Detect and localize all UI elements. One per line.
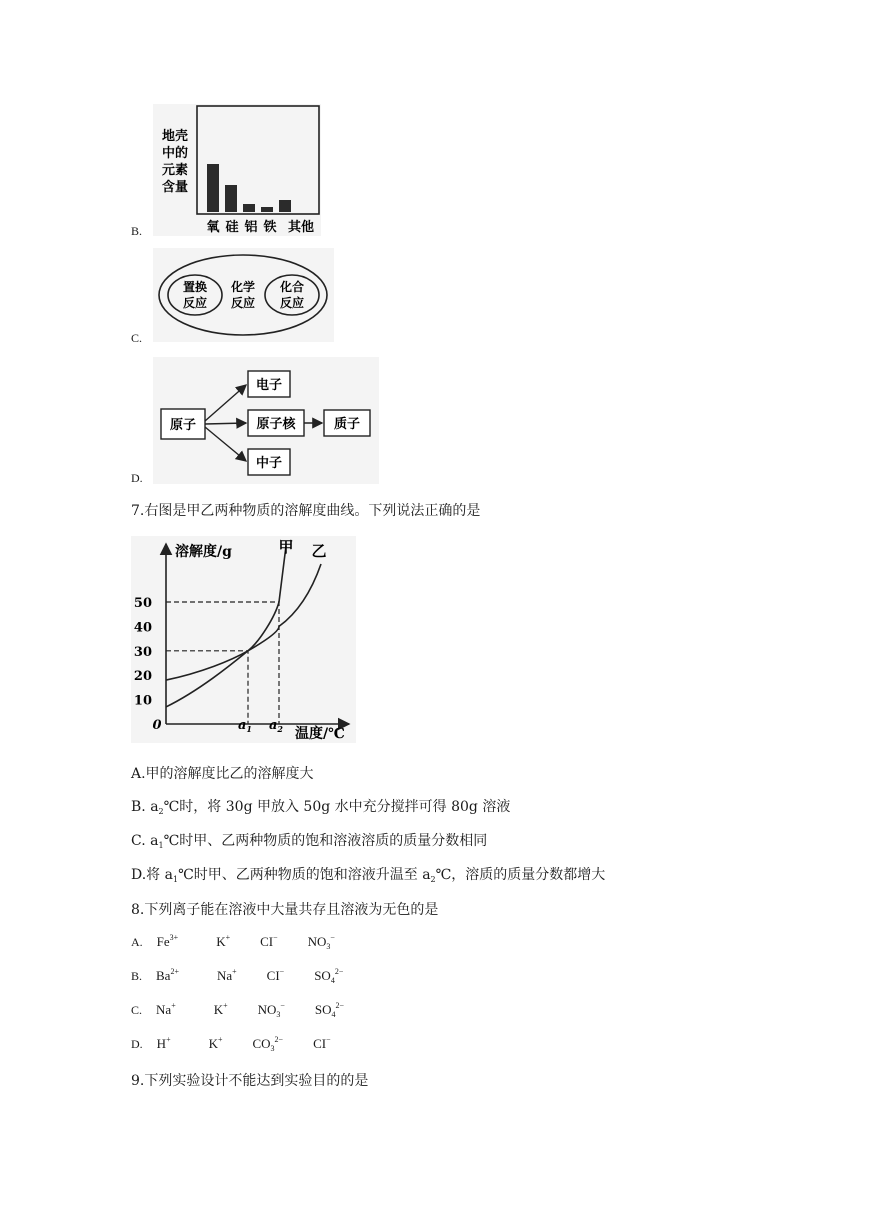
bar-category-label: 铝: [244, 220, 258, 235]
ion: SO42−: [314, 1001, 345, 1019]
ion: Ba2+: [156, 967, 179, 983]
option-c-label: C.: [131, 331, 143, 345]
q7-option-a: A.甲的溶解度比乙的溶解度大: [131, 766, 314, 782]
arrow-to-neutron: [205, 427, 246, 461]
y-tick-label: 40: [133, 620, 152, 636]
option-label: D.: [131, 1037, 143, 1051]
right-label-1: 化合: [279, 280, 305, 294]
y-tick-label: 30: [133, 644, 152, 660]
y-tick-label: 20: [133, 669, 152, 685]
outer-ellipse: [159, 255, 327, 335]
series-yi-label: 乙: [311, 542, 327, 560]
bar-4: [279, 200, 291, 212]
left-label-1: 置换: [182, 280, 208, 294]
atom-structure-diagram: [153, 357, 379, 484]
series-jia-label: 甲: [278, 538, 294, 556]
q7-option-b: B. $a_2℃$时，将 30g 甲放入 50g 水中充分搅拌可得 80g 溶液: [131, 799, 511, 816]
arrow-to-electron: [205, 385, 246, 421]
ion: Na+: [156, 1001, 176, 1017]
bar-ylabel-line: 中的: [161, 146, 189, 161]
arrow-to-nucleus: [205, 423, 246, 424]
bar-ylabel-line: 地壳: [161, 129, 189, 144]
origin-label: 0: [152, 718, 162, 733]
bar-3: [261, 207, 273, 212]
bar-0: [207, 164, 219, 212]
ion: Na+: [216, 967, 237, 983]
option-d-label: D.: [131, 471, 143, 485]
q7-option-d: D.将 $a_1℃$时甲、乙两种物质的饱和溶液升温至 $a_2℃$，溶质的质量分数都增大: [131, 867, 606, 884]
series-jia-curve: [166, 546, 286, 707]
bar-ylabel-line: 含量: [161, 180, 189, 195]
x-tick-label: $a_2$: [268, 718, 284, 734]
q8-option-c: [131, 1001, 344, 1019]
option-label: A.: [131, 935, 143, 949]
option-label: C.: [131, 1003, 143, 1017]
bar-category-label: 其他: [287, 220, 315, 235]
ion: SO42−: [314, 967, 344, 985]
guide-a1: [166, 651, 248, 724]
bar-category-label: 氧: [206, 220, 220, 235]
electron-label: 电子: [255, 378, 283, 393]
bar-category-label: 铁: [263, 220, 277, 235]
series-yi-curve: [166, 564, 321, 680]
q8-option-b: [131, 967, 343, 985]
ion: CI−: [313, 1035, 331, 1051]
bar-category-label: 硅: [225, 220, 239, 235]
q8-option-a: [131, 933, 335, 951]
right-label-2: 反应: [279, 296, 305, 310]
ion: H+: [156, 1035, 171, 1051]
left-label-2: 反应: [182, 296, 208, 310]
ion: NO3−: [257, 1001, 285, 1019]
q8-option-d: [131, 1035, 331, 1053]
ion: Fe3+: [156, 933, 179, 949]
outer-label-1: 化学: [230, 280, 256, 294]
neutron-label: 中子: [255, 456, 283, 471]
bar-1: [225, 185, 237, 212]
element-abundance-bar-chart: [153, 104, 321, 236]
ion: K+: [216, 933, 231, 949]
proton-label: 质子: [333, 417, 361, 432]
option-b-label: B.: [131, 224, 143, 238]
ion: CI−: [260, 933, 278, 949]
outer-label-2: 反应: [230, 296, 256, 310]
y-tick-label: 50: [133, 596, 152, 611]
reaction-set-diagram: [153, 248, 334, 342]
ion: CO32−: [252, 1035, 284, 1053]
q7-stem: 7.右图是甲乙两种物质的溶解度曲线。下列说法正确的是: [131, 503, 481, 519]
bar-ylabel-line: 元素: [161, 163, 189, 178]
q8-stem: 8.下列离子能在溶液中大量共存且溶液为无色的是: [131, 902, 439, 918]
nucleus-label: 原子核: [256, 417, 296, 432]
solubility-curve-chart: [131, 536, 356, 743]
bar-2: [243, 204, 255, 212]
ion: K+: [208, 1035, 223, 1051]
y-axis-label: 溶解度/g: [175, 544, 232, 560]
atom-label: 原子: [169, 418, 197, 433]
q9-stem: 9.下列实验设计不能达到实验目的的是: [131, 1073, 369, 1089]
ion: K+: [213, 1001, 228, 1017]
q7-option-c: C. $a_1℃$时甲、乙两种物质的饱和溶液溶质的质量分数相同: [131, 833, 488, 850]
x-axis-label: 温度/℃: [295, 726, 345, 742]
y-tick-label: 10: [133, 693, 152, 709]
ion: CI−: [266, 967, 285, 983]
ion: NO3−: [307, 933, 335, 951]
x-tick-label: $a_1$: [237, 718, 253, 734]
option-label: B.: [131, 969, 143, 983]
